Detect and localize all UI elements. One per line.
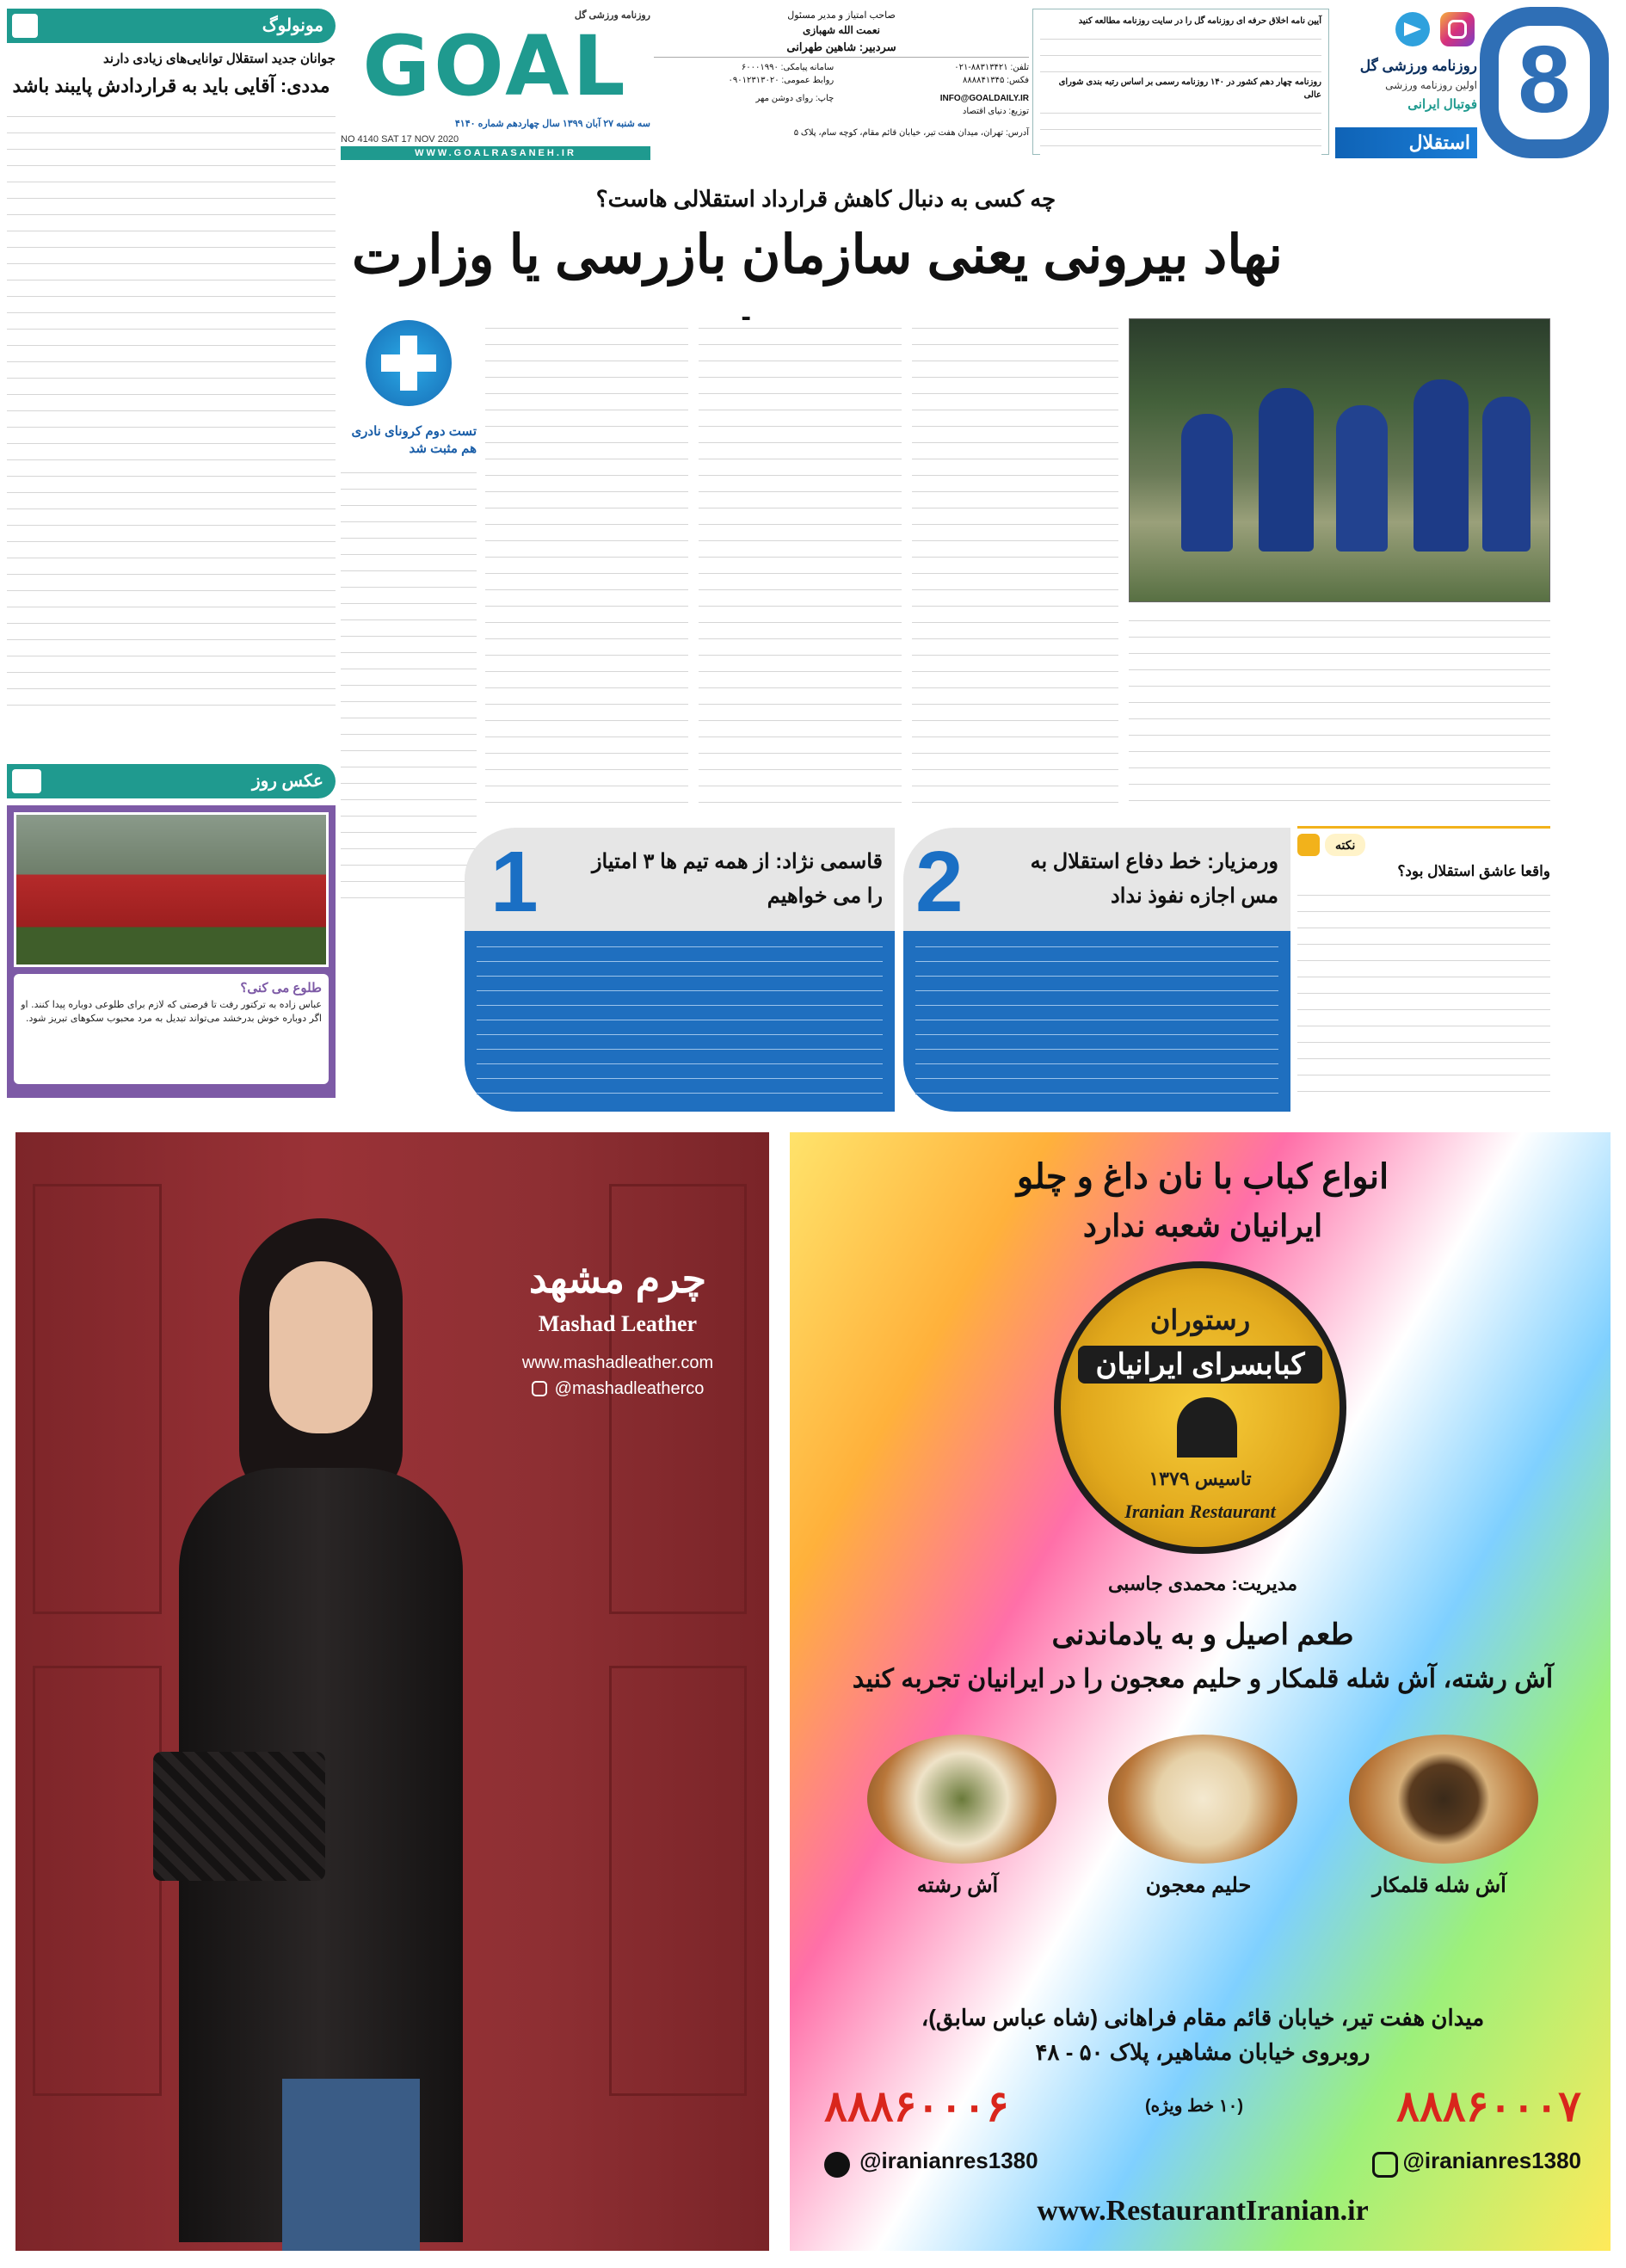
box2-title: ورمزیار: خط دفاع استقلال به مس اجازه نفوذ نداد bbox=[1030, 850, 1278, 908]
logo: GOAL bbox=[362, 18, 629, 114]
ad-website[interactable]: www.mashadleather.com bbox=[521, 1353, 714, 1372]
photo-header bbox=[7, 764, 336, 798]
photo-label: عکس روز bbox=[251, 772, 323, 791]
print: چاپ: روای دوشن مهر bbox=[755, 94, 835, 103]
lead-col-2 bbox=[699, 320, 902, 810]
caption-text: عباس زاده به ترکتور رفت تا فرصتی که لازم برای طلوعی دوباره پیدا کنند. او اگر دوباره خوش بدرخشد می‌تواند تبدیل به مرد محبوب سکوهای تبریز شود. bbox=[21, 999, 322, 1024]
dish-3: آش رشته bbox=[859, 1735, 1056, 1958]
story-box-1 bbox=[465, 828, 895, 1112]
telegram-icon[interactable] bbox=[1395, 12, 1430, 46]
ad-address-2: روبروی خیابان مشاهیر، پلاک ۵۰ - ۴۸ bbox=[1035, 2039, 1370, 2065]
lead-photo bbox=[1129, 318, 1550, 602]
ad-tagline2: آش رشته، آش شله قلمکار و حلیم معجون را در ایرانیان تجربه کنید bbox=[852, 1665, 1554, 1693]
ad-instagram[interactable]: @iranianres1380 bbox=[1402, 2148, 1581, 2173]
monologue-headline: مددی: آقایی باید به قراردادش پایبند باشد bbox=[12, 75, 330, 96]
caption-box bbox=[14, 974, 329, 1084]
distribution: توزیع: دنیای اقتصاد bbox=[962, 107, 1029, 116]
box2-body bbox=[903, 931, 1290, 1112]
masthead-credits bbox=[654, 9, 1029, 155]
story-box-2 bbox=[903, 828, 1290, 1112]
newspaper-icon bbox=[12, 14, 38, 38]
phone: تلفن: ۸۸۳۱۳۴۲۱-۰۲۱ bbox=[954, 63, 1029, 72]
dish-2: حلیم معجون bbox=[1099, 1735, 1297, 1958]
badge-title: روزنامه ورزشی گل bbox=[1359, 58, 1477, 74]
lead-col-3 bbox=[485, 320, 688, 810]
owner-label: صاحب امتیاز و مدیر مسئول bbox=[787, 10, 896, 21]
ad-iranian-restaurant[interactable] bbox=[790, 1132, 1611, 2251]
issue-line-en: NO 4140 SAT 17 NOV 2020 bbox=[341, 134, 459, 145]
box1-number: 1 bbox=[490, 834, 539, 930]
seal-en: Iranian Restaurant bbox=[1124, 1501, 1276, 1522]
seal-year: تاسیس ۱۳۷۹ bbox=[1149, 1468, 1252, 1489]
monologue-header bbox=[7, 9, 336, 43]
address: آدرس: تهران، میدان هفت تیر، خیابان قائم مقام، کوچه سام، پلاک ۵ bbox=[793, 128, 1029, 138]
ad-brand-fa: چرم مشهد bbox=[528, 1256, 707, 1301]
owner-name: نعمت الله شهبازی bbox=[803, 24, 880, 36]
site-bar[interactable]: WWW.GOALRASANEH.IR bbox=[341, 146, 650, 160]
ad-top-line: انواع کباب با نان داغ و چلو bbox=[1016, 1158, 1389, 1196]
box2-number: 2 bbox=[915, 834, 964, 930]
logo-block bbox=[341, 7, 650, 160]
logo-sub: روزنامه ورزشی گل bbox=[574, 10, 650, 21]
monologue-body bbox=[7, 108, 336, 711]
model-figure bbox=[179, 1184, 463, 2251]
badge-sub2: فوتبال ایرانی bbox=[1407, 97, 1477, 112]
box1-body bbox=[465, 931, 895, 1112]
sidebar-photo bbox=[7, 764, 336, 1108]
dish-bowl-icon bbox=[867, 1735, 1056, 1864]
team-photo bbox=[14, 812, 329, 967]
ad-instagram[interactable]: @mashadleatherco bbox=[554, 1379, 705, 1398]
note-icon bbox=[1297, 834, 1320, 856]
masthead-info bbox=[1032, 9, 1329, 155]
dome-icon bbox=[1177, 1397, 1237, 1458]
subscribe: روابط عمومی: ۰۹۰۱۲۳۱۳۰۲۰ bbox=[728, 76, 835, 85]
seal-name: کبابسرای ایرانیان bbox=[1078, 1346, 1322, 1384]
note-label: نکته bbox=[1325, 834, 1365, 856]
dish-bowl-icon bbox=[1108, 1735, 1297, 1864]
instagram-icon bbox=[1372, 2152, 1398, 2178]
email[interactable]: INFO@GOALDAILY.IR bbox=[939, 94, 1029, 103]
ad-manager: مدیریت: محمدی جاسبی bbox=[1107, 1573, 1298, 1594]
notice-2: روزنامه چهار دهم کشور در ۱۴۰ روزنامه رسمی بر اساس رتبه بندی شورای عالی bbox=[1058, 77, 1321, 100]
badge-number: 8 bbox=[1518, 27, 1571, 133]
ad-telegram[interactable]: @iranianres1380 bbox=[859, 2148, 1038, 2173]
ad-mashad-leather[interactable] bbox=[15, 1132, 769, 2251]
sms: سامانه پیامکی: ۶۰۰۰۱۹۹۰ bbox=[741, 63, 835, 72]
instagram-icon[interactable] bbox=[1440, 12, 1475, 46]
monologue-kicker: جوانان جدید استقلال توانایی‌های زیادی دارند bbox=[103, 52, 336, 66]
lead-col-4 bbox=[1129, 613, 1550, 810]
sidebar-monologue bbox=[7, 9, 336, 757]
badge-sub: اولین روزنامه ورزشی bbox=[1385, 79, 1477, 91]
ad-phone-note: (۱۰ خط ویژه) bbox=[1144, 2097, 1243, 2116]
covid-title: تست دوم کرونای نادری هم مثبت شد bbox=[351, 424, 477, 456]
seal-top: رستوران bbox=[1149, 1304, 1251, 1335]
telegram-icon bbox=[824, 2152, 850, 2178]
box1-title: قاسمی نژاد: از همه تیم ها ۳ امتیاز را می خواهیم bbox=[591, 850, 883, 908]
fax: فکس: ۸۸۸۸۴۱۳۴۵ bbox=[963, 76, 1029, 85]
camera-icon bbox=[12, 769, 41, 793]
covid-column bbox=[341, 320, 477, 948]
ad-phone-1[interactable]: ۸۸۸۶۰۰۰۷ bbox=[1396, 2082, 1581, 2130]
issue-line: سه شنبه ۲۷ آبان ۱۳۹۹ سال چهاردهم شماره ۴۱۴۰ bbox=[454, 119, 650, 129]
monologue-label: مونولوگ bbox=[262, 16, 323, 35]
lead-kicker: چه کسی به دنبال کاهش قرارداد استقلالی هاست؟ bbox=[595, 186, 1056, 212]
badge-section-label: استقلال bbox=[1335, 127, 1477, 158]
dish-1: آش شله قلمکار bbox=[1340, 1735, 1538, 1958]
ad-phone-2[interactable]: ۸۸۸۶۰۰۰۶ bbox=[824, 2082, 1009, 2130]
notice-1: آیین نامه اخلاق حرفه ای روزنامه گل را در سایت روزنامه مطالعه کنید bbox=[1078, 16, 1321, 26]
instagram-icon bbox=[532, 1381, 547, 1396]
note-title: واقعا عاشق استقلال بود؟ bbox=[1397, 863, 1550, 879]
ad-brand-en: Mashad Leather bbox=[538, 1311, 698, 1336]
lead-headline: نهاد بیرونی یعنی سازمان بازرسی یا وزارت bbox=[352, 225, 1283, 285]
caption-title: طلوع می کنی؟ bbox=[240, 981, 322, 995]
restaurant-seal bbox=[1054, 1261, 1346, 1554]
page-badge bbox=[1335, 7, 1619, 160]
editor: سردبیر: شاهین طهرانی bbox=[654, 38, 1029, 58]
ad-top-line2: ایرانیان شعبه ندارد bbox=[1082, 1208, 1323, 1243]
ad-address-1: میدان هفت تیر، خیابان قائم مقام فراهانی (شاه عباس سابق)، bbox=[921, 2005, 1485, 2031]
note-box bbox=[1297, 826, 1550, 1110]
ad-website[interactable]: www.RestaurantIranian.ir bbox=[1037, 2195, 1369, 2227]
lead-col-1 bbox=[912, 320, 1118, 810]
dish-bowl-icon bbox=[1349, 1735, 1538, 1864]
ad-tagline: طعم اصیل و به یادماندنی bbox=[1051, 1618, 1354, 1651]
photo-frame bbox=[7, 805, 336, 1098]
badge-numeral bbox=[1480, 7, 1609, 158]
plus-icon bbox=[366, 320, 452, 406]
